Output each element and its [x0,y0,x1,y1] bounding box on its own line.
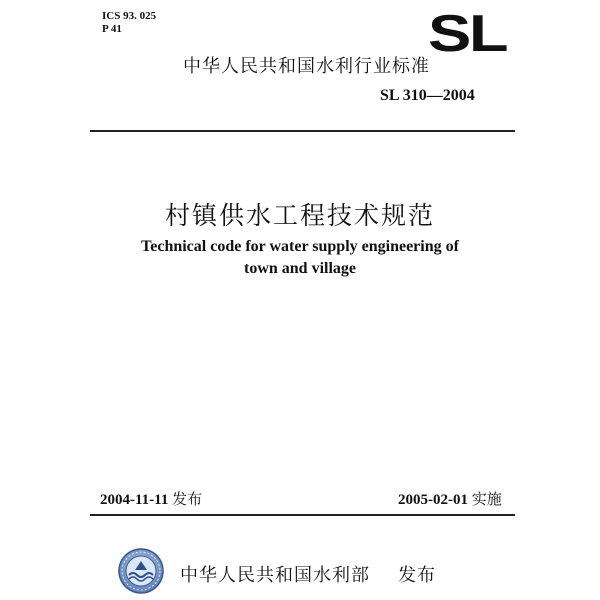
standard-number: SL 310—2004 [380,87,475,104]
implement-date-value: 2005-02-01 [398,492,468,508]
issue-date-value: 2004-11-11 [100,492,169,508]
ics-code: ICS 93. 025 [102,10,157,22]
industry-standard-heading: 中华人民共和国水利行业标准 [183,56,430,77]
english-title-line-2: town and village [243,260,356,277]
ministry-emblem-icon [118,548,164,594]
classification-code: P 41 [102,23,122,35]
implement-date [398,488,502,509]
top-divider [90,130,515,132]
issue-date [100,488,202,509]
publisher-name: 中华人民共和国水利部 [180,565,370,586]
issue-date-label: 发布 [172,490,203,508]
publisher-action: 发布 [398,565,436,586]
publisher [180,561,436,587]
chinese-title: 村镇供水工程技术规范 [164,201,435,230]
sl-logo: SL [428,5,507,63]
english-title-line-1: Technical code for water supply engineering of [141,238,459,255]
bottom-divider [90,514,515,516]
implement-date-label: 实施 [471,490,502,508]
